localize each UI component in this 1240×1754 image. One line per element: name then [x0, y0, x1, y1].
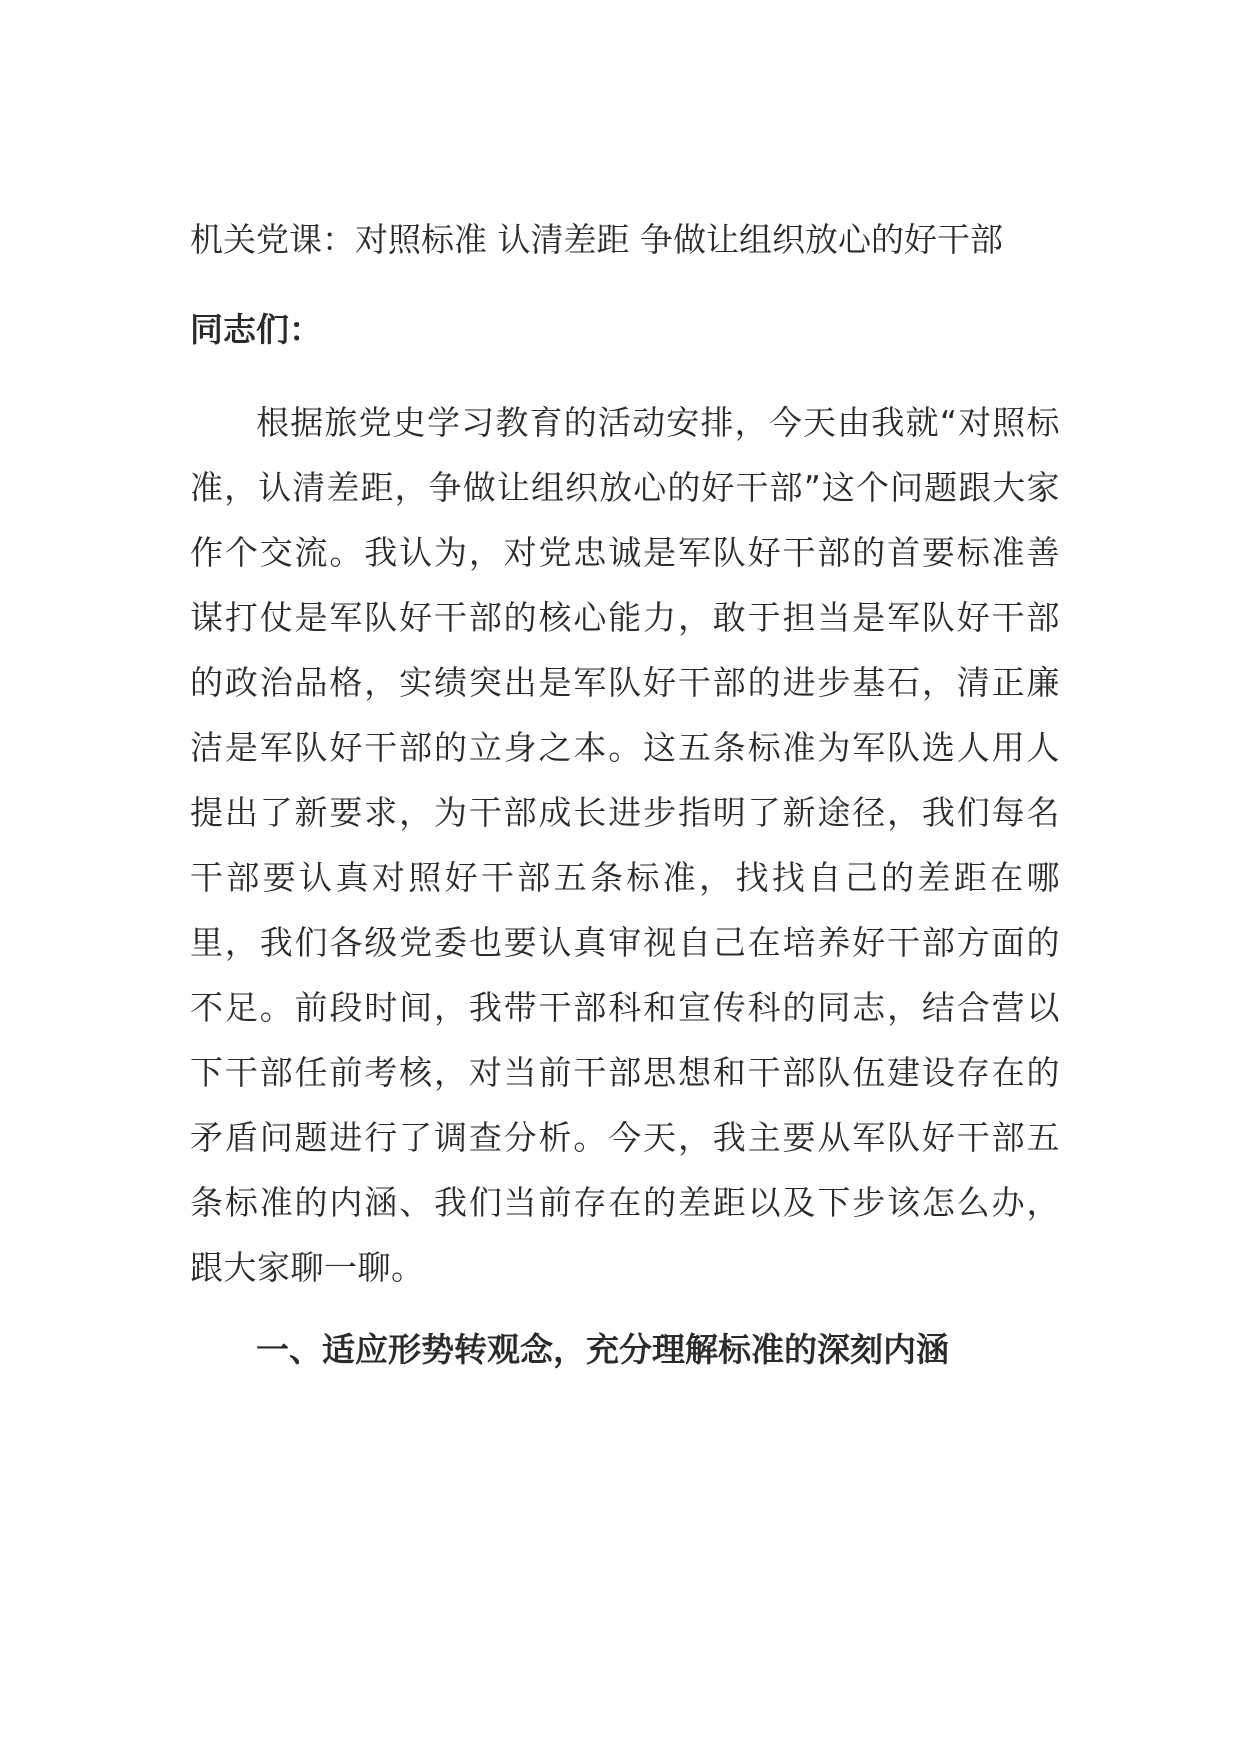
salutation: 同志们： [190, 310, 322, 349]
document-title: 机关党课：对照标准 认清差距 争做让组织放心的好干部 [190, 220, 1003, 259]
section-heading: 一、适应形势转观念，充分理解标准的深刻内涵 [256, 1330, 949, 1369]
body-paragraph: 根据旅党史学习教育的活动安排，今天由我就“对照标准，认清差距，争做让组织放心的好干部”这个问题跟大家作个交流。我认为，对党忠诚是军队好干部的首要标准善谋打仗是军队好干部的核心能力，敢于担当是军队好干部的政治品格，实绩突出是军队好干部的进步基石，清正廉洁是军队好干部的立身之本。这五条标准为军队选人用人提出了新要求，为干部成长进步指明了新途径，我们每名干部要认真对照好干部五条标准，找找自己的差距在哪里，我们各级党委也要认真审视自己在培养好干部方面的不足。前段时间，我带干部科和宣传科的同志，结合营以下干部任前考核，对当前干部思想和干部队伍建设存在的矛盾问题进行了调查分析。今天，我主要从军队好干部五条标准的内涵、我们当前存在的差距以及下步该怎么办，跟大家聊一聊。 [190, 403, 1060, 1287]
